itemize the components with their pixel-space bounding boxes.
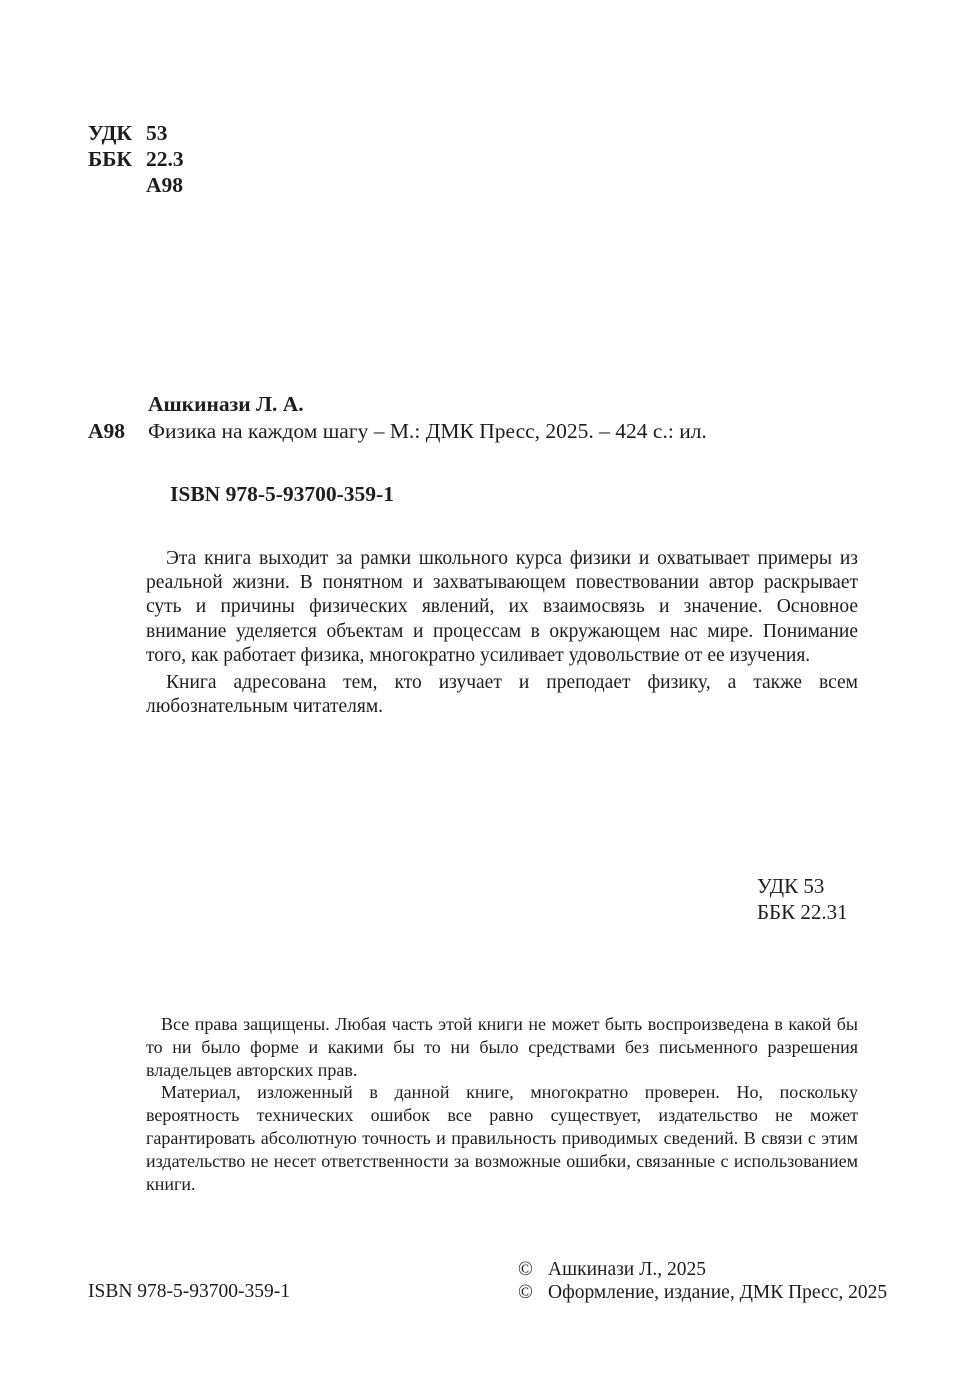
- copyright-block: [518, 1258, 887, 1304]
- copyright-icon: ©: [518, 1259, 533, 1280]
- entry-text: Физика на каждом шагу – М.: ДМК Пресс, 2025. – 424 с.: ил.: [148, 419, 707, 443]
- bbk-row: [88, 146, 184, 172]
- udk-label: УДК: [88, 121, 132, 145]
- annotation: [146, 547, 858, 719]
- isbn-heading: ISBN 978-5-93700-359-1: [170, 482, 394, 506]
- bbk-label: ББК: [88, 147, 133, 171]
- disclaimer-paragraph: Материал, изложенный в данной книге, многократно проверен. Но, поскольку вероятность технических ошибок все равно существует, издательство не может гарантировать абсолютную точность и правильность приводимых сведений. В связи с этим издательство не несет ответственности за возможные ошибки, связанные с использованием книги.: [146, 1082, 858, 1194]
- copyright-publisher-text: Оформление, издание, ДМК Пресс, 2025: [548, 1282, 888, 1303]
- entry-code: А98: [88, 419, 126, 443]
- author-sign: А98: [146, 173, 184, 197]
- udk-value: 53: [146, 121, 168, 145]
- classification-block: [88, 120, 184, 198]
- copyright-icon: ©: [518, 1282, 533, 1303]
- annotation-paragraph-1: Эта книга выходит за рамки школьного курса физики и охватывает примеры из реальной жизни. В понятном и захватывающем повествовании автор раскрывает суть и причины физических явлений, их взаимосвязь и значение. Основное внимание уделяется объектам и процессам в окружающем нас мире. Понимание того, как работает физика, многократно усиливает удовольствие от ее изучения.: [146, 548, 858, 666]
- classification-footer: [757, 874, 848, 925]
- author-name: Ашкинази Л. А.: [148, 392, 304, 416]
- entry-row: [88, 418, 707, 445]
- author-sign-spacer: [88, 172, 146, 198]
- footer-isbn: ISBN 978-5-93700-359-1: [88, 1281, 291, 1302]
- author-sign-row: [88, 172, 184, 198]
- bibliographic-entry: [88, 391, 707, 445]
- copyright-line-publisher: [518, 1281, 887, 1304]
- copyright-author-text: Ашкинази Л., 2025: [548, 1259, 706, 1280]
- legal-notices: [146, 1013, 858, 1195]
- udk-row: [88, 120, 184, 146]
- bbk-value: 22.3: [146, 147, 184, 171]
- copyright-line-author: [518, 1258, 887, 1281]
- bbk-footer-value: ББК 22.31: [757, 899, 848, 924]
- udk-footer-value: УДК 53: [757, 874, 825, 898]
- rights-reserved-paragraph: Все права защищены. Любая часть этой книги не может быть воспроизведена в какой бы то ни было форме и какими бы то ни было средствами без письменного разрешения владельцев авторских прав.: [146, 1014, 858, 1080]
- annotation-paragraph-2: Книга адресована тем, кто изучает и преподает физику, а также всем любознательным читателям.: [146, 672, 858, 718]
